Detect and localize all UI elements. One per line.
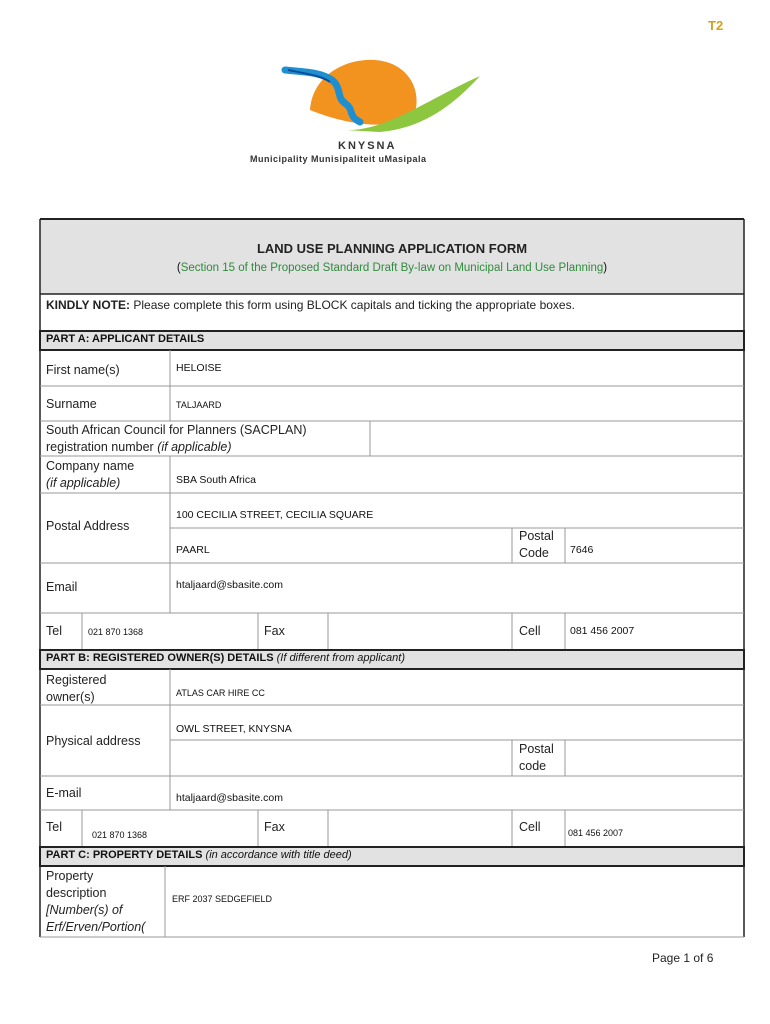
property-label-line4: Erf/Erven/Portion( bbox=[46, 920, 146, 934]
physical-address-label: Physical address bbox=[46, 734, 141, 748]
logo-tagline: Municipality Munisipaliteit uMasipala bbox=[250, 154, 427, 164]
owner-email-label: E-mail bbox=[46, 786, 82, 800]
email-label: Email bbox=[46, 580, 78, 594]
company-label-line1: Company name bbox=[46, 459, 135, 473]
surname-label: Surname bbox=[46, 397, 97, 411]
page-number: Page 1 of 6 bbox=[652, 951, 714, 965]
first-name-field[interactable]: HELOISE bbox=[176, 362, 222, 374]
tel-label: Tel bbox=[46, 624, 62, 638]
owner-cell-label: Cell bbox=[519, 820, 541, 834]
owner-email-field[interactable]: htaljaard@sbasite.com bbox=[176, 792, 283, 804]
property-label-line1: Property bbox=[46, 869, 94, 883]
logo-name: KNYSNA bbox=[338, 140, 397, 152]
postal-address-line1[interactable]: 100 CECILIA STREET, CECILIA SQUARE bbox=[176, 509, 374, 521]
postal-address-label: Postal Address bbox=[46, 519, 130, 533]
owner-cell-field[interactable]: 081 456 2007 bbox=[568, 828, 624, 838]
form-subtitle: (Section 15 of the Proposed Standard Draft By-law on Municipal Land Use Planning) bbox=[176, 262, 608, 274]
kindly-note: KINDLY NOTE: Please complete this form using BLOCK capitals and ticking the appropriate boxes. bbox=[46, 298, 575, 312]
physical-address-line1[interactable]: OWL STREET, KNYSNA bbox=[176, 723, 292, 735]
property-label-line2: description bbox=[46, 886, 107, 900]
fax-label: Fax bbox=[264, 624, 285, 638]
owner-fax-label: Fax bbox=[264, 820, 285, 834]
email-field[interactable]: htaljaard@sbasite.com bbox=[176, 579, 283, 591]
owner-tel-field[interactable]: 021 870 1368 bbox=[92, 830, 148, 840]
cell-label: Cell bbox=[519, 624, 541, 638]
company-field[interactable]: SBA South Africa bbox=[176, 474, 256, 486]
owner-label-line2: owner(s) bbox=[46, 690, 95, 704]
company-label-line2: (if applicable) bbox=[46, 476, 121, 490]
sacplan-label-line2: registration number (if applicable) bbox=[46, 440, 232, 454]
owner-postal-code-label-line1: Postal bbox=[519, 742, 554, 756]
part-a-header: PART A: APPLICANT DETAILS bbox=[46, 333, 205, 345]
property-field[interactable]: ERF 2037 SEDGEFIELD bbox=[172, 894, 273, 904]
owner-field[interactable]: ATLAS CAR HIRE CC bbox=[176, 688, 265, 698]
part-c-header: PART C: PROPERTY DETAILS (in accordance with title deed) bbox=[46, 849, 352, 861]
form-title: LAND USE PLANNING APPLICATION FORM bbox=[256, 241, 528, 256]
owner-tel-label: Tel bbox=[46, 820, 62, 834]
owner-postal-code-label-line2: code bbox=[519, 759, 547, 773]
page-reference: T2 bbox=[708, 18, 724, 33]
property-label-line3: [Number(s) of bbox=[46, 903, 123, 917]
postal-code-label-line2: Code bbox=[519, 546, 549, 560]
owner-label-line1: Registered bbox=[46, 673, 107, 687]
tel-field[interactable]: 021 870 1368 bbox=[88, 627, 144, 637]
cell-field[interactable]: 081 456 2007 bbox=[570, 625, 635, 637]
postal-code-field[interactable]: 7646 bbox=[570, 544, 594, 556]
part-b-header: PART B: REGISTERED OWNER(S) DETAILS (If different from applicant) bbox=[46, 652, 405, 664]
surname-field[interactable]: TALJAARD bbox=[176, 400, 222, 410]
sacplan-label-line1: South African Council for Planners (SACPLAN) bbox=[46, 423, 307, 437]
postal-address-line2[interactable]: PAARL bbox=[176, 544, 210, 556]
postal-code-label-line1: Postal bbox=[519, 529, 554, 543]
first-name-label: First name(s) bbox=[46, 363, 120, 377]
